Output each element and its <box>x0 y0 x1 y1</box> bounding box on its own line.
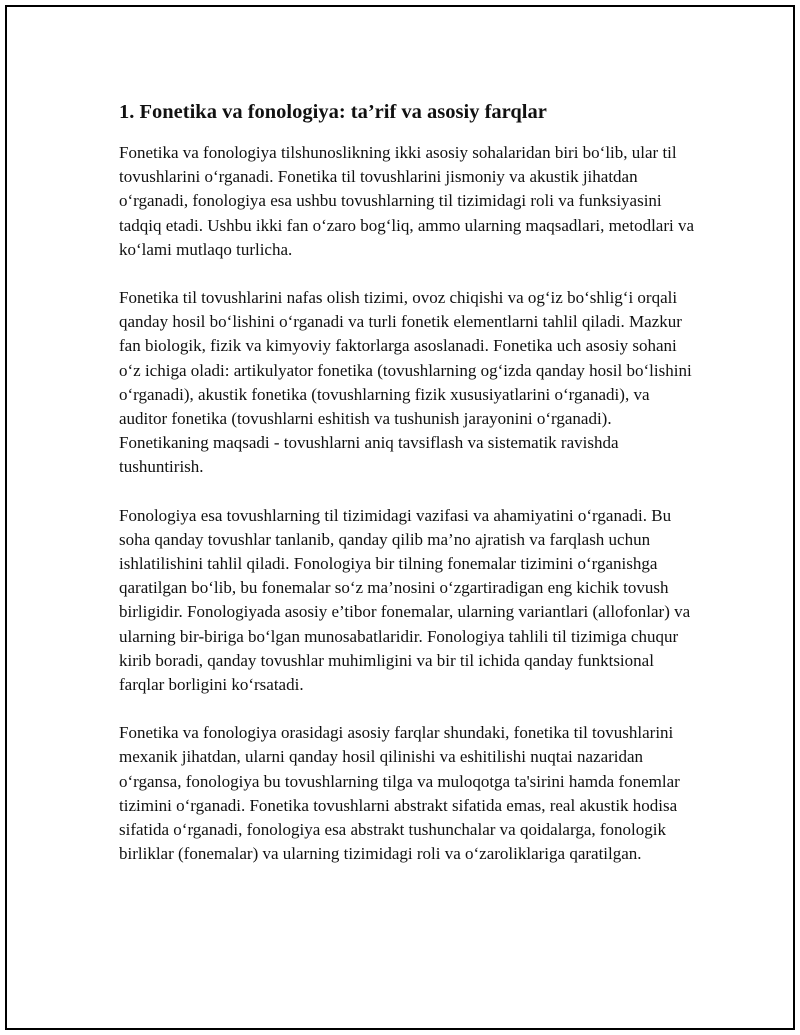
document-page <box>5 5 795 1030</box>
paragraph-phonology: Fonologiya esa tovushlarning til tizimidagi vazifasi va ahamiyatini o‘rganadi. Bu soha qanday tovushlar tanlanib, qanday qilib ma’no ajratish va farqlash uchun ishlatilishini tahlil qiladi. Fonologiya bir tilning fonemalar tizimini o‘rganishga qaratilgan bo‘lib, bu fonemalar so‘z ma’nosini o‘zgartiradigan eng kichik tovush birligidir. Fonologiyada asosiy e’tibor fonemalar, ularning variantlari (allofonlar) va ularning bir-biriga bo‘lgan munosabatlaridir. Fonologiya tahlili til tizimiga chuqur kirib boradi, qanday tovushlar muhimligini va bir til ichida qanday funktsional farqlar borligini ko‘rsatadi. <box>119 505 691 695</box>
document-content <box>119 98 699 890</box>
section-heading: 1. Fonetika va fonologiya: ta’rif va asosiy farqlar <box>119 101 547 123</box>
paragraph-intro: Fonetika va fonologiya tilshunoslikning ikki asosiy sohalaridan biri bo‘lib, ular til tovushlarini o‘rganadi. Fonetika til tovushlarini jismoniy va akustik jihatdan o‘rganadi, fonologiya esa ushbu tovushlarning til tizimidagi roli va funksiyasini tadqiq etadi. Ushbu ikki fan o‘zaro bog‘liq, ammo ularning maqsadlari, metodlari va ko‘lami mutlaqo turlicha. <box>119 143 695 259</box>
paragraph-differences: Fonetika va fonologiya orasidagi asosiy farqlar shundaki, fonetika til tovushlarini mexanik jihatdan, ularni qanday hosil qilinishi va eshitilishi nuqtai nazaridan o‘rgansa, fonologiya bu tovushlarning tilga va muloqotga ta'sirini hamda fonemlar tizimini o‘rganadi. Fonetika tovushlarni abstrakt sifatida emas, real akustik hodisa sifatida o‘rganadi, fonologiya esa abstrakt tushunchalar va qoidalarga, fonologik birliklar (fonemalar) va ularning tizimidagi roli va o‘zaroliklariga qaratilgan. <box>119 723 680 864</box>
paragraph-phonetics: Fonetika til tovushlarini nafas olish tizimi, ovoz chiqishi va og‘iz bo‘shlig‘i orqali qanday hosil bo‘lishini o‘rganadi va turli fonetik elementlarni tahlil qiladi. Mazkur fan biologik, fizik va kimyoviy faktorlarga asoslanadi. Fonetika uch asosiy sohani o‘z ichiga oladi: artikulyator fonetika (tovushlarning og‘izda qanday hosil bo‘lishini o‘rganadi), akustik fonetika (tovushlarning fizik xususiyatlarini o‘rganadi), va auditor fonetika (tovushlarni eshitish va tushunish jarayonini o‘rganadi). Fonetikaning maqsadi - tovushlarni aniq tavsiflash va sistematik ravishda tushuntirish. <box>119 288 692 477</box>
